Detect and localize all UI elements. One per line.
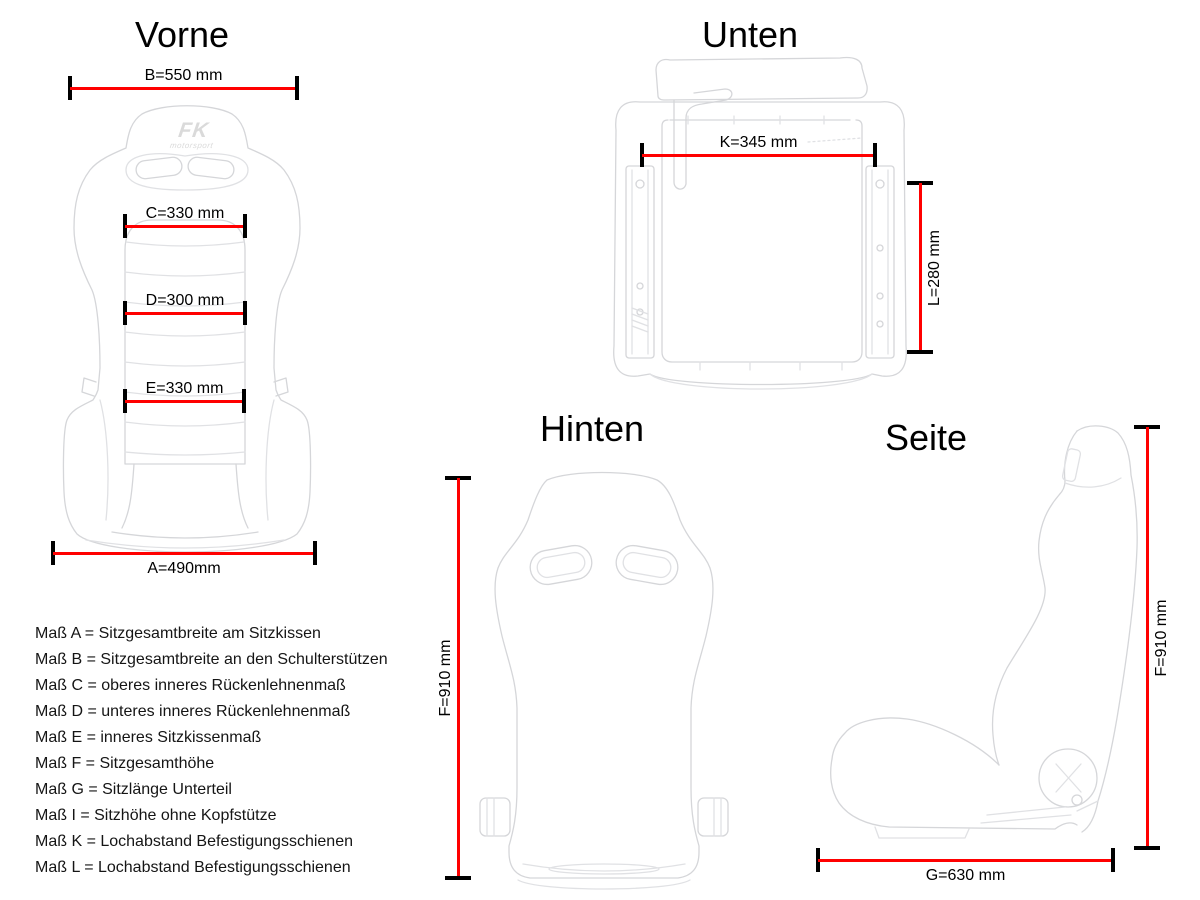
dimension-line (125, 225, 245, 228)
seat-front-drawing (52, 98, 318, 562)
dimension-tick (295, 76, 299, 100)
legend-item-k: Maß K = Lochabstand Befestigungsschienen (35, 833, 353, 850)
view-title-hinten: Hinten (539, 408, 645, 449)
view-title-unten: Unten (701, 14, 799, 55)
legend-item-c: Maß C = oberes inneres Rückenlehnenmaß (35, 677, 346, 694)
dimension-k-label: K=345 mm (719, 134, 798, 151)
dimension-line (53, 552, 315, 555)
dimension-tick (243, 214, 247, 238)
dimension-legend (35, 621, 388, 881)
dimension-g-label: G=630 mm (925, 867, 1006, 884)
dimension-b-label: B=550 mm (144, 67, 223, 84)
legend-item-b: Maß B = Sitzgesamtbreite an den Schulterstützen (35, 651, 388, 668)
fk-logo-subtitle: motorsport (169, 141, 214, 150)
dimension-tick (242, 389, 246, 413)
dimension-d-label: D=300 mm (145, 292, 225, 309)
dimension-line (457, 478, 460, 878)
dimension-tick (445, 876, 471, 880)
dimension-e-label: E=330 mm (145, 380, 224, 397)
dimension-tick (1134, 846, 1160, 850)
dimension-c-label: C=330 mm (145, 205, 225, 222)
dimension-line (642, 154, 875, 157)
seat-back-drawing (478, 468, 730, 900)
dimension-line (125, 400, 244, 403)
dimension-l-label: L=280 mm (926, 229, 943, 306)
dimension-tick (873, 143, 877, 167)
seat-side-drawing (815, 423, 1140, 860)
dimension-line (125, 312, 245, 315)
fk-motorsport-logo (141, 121, 245, 150)
legend-item-l: Maß L = Lochabstand Befestigungsschienen (35, 859, 351, 876)
dimension-f-hinten-label: F=910 mm (437, 639, 454, 717)
legend-item-i: Maß I = Sitzhöhe ohne Kopfstütze (35, 807, 277, 824)
dimension-tick (243, 301, 247, 325)
dimension-tick (313, 541, 317, 565)
view-title-seite: Seite (884, 417, 968, 458)
dimension-f-seite-label: F=910 mm (1153, 599, 1170, 676)
dimension-line (70, 87, 297, 90)
dimension-line (818, 859, 1113, 862)
seat-bottom-drawing (610, 56, 910, 401)
view-title-vorne: Vorne (134, 14, 230, 55)
legend-item-f: Maß F = Sitzgesamthöhe (35, 755, 215, 772)
legend-item-d: Maß D = unteres inneres Rückenlehnenmaß (35, 703, 351, 720)
dimension-line (1146, 427, 1149, 848)
dimension-tick (1111, 848, 1115, 872)
dimension-line (919, 183, 922, 352)
dimension-tick (907, 350, 933, 354)
legend-item-g: Maß G = Sitzlänge Unterteil (35, 781, 232, 798)
fk-logo-text: FK (177, 119, 211, 142)
dimension-a-label: A=490mm (147, 560, 221, 577)
legend-item-e: Maß E = inneres Sitzkissenmaß (35, 729, 262, 746)
legend-item-a: Maß A = Sitzgesamtbreite am Sitzkissen (35, 625, 321, 642)
